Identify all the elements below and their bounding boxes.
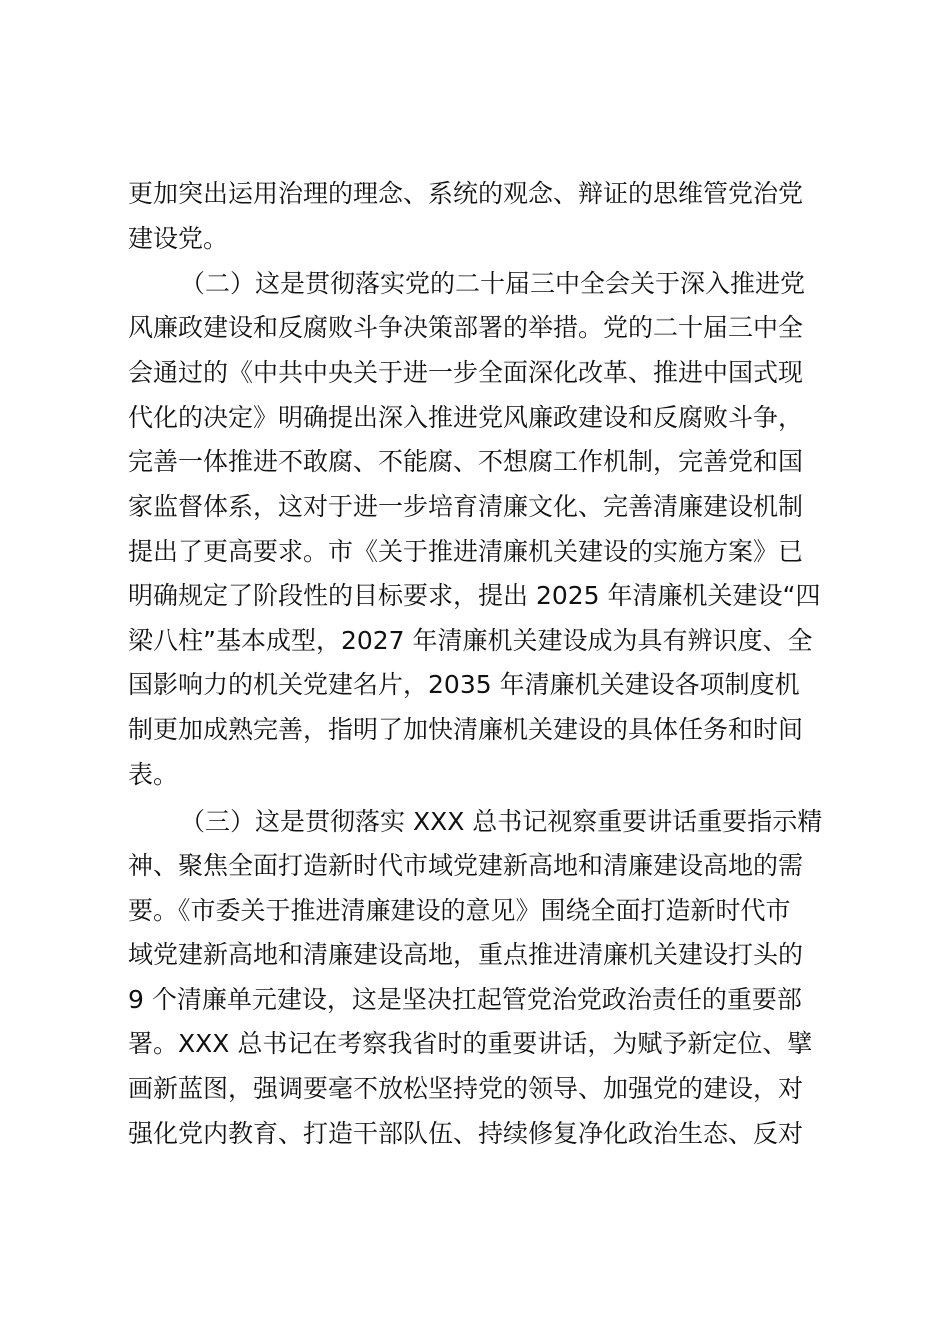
text-line: 梁八柱”基本成型，2027 年清廉机关建设成为具有辨识度、全 [128, 626, 813, 655]
text-line: 神、聚焦全面打造新时代市域党建新高地和清廉建设高地的需 [128, 851, 804, 880]
paragraph-heading-3: （三）这是贯彻落实 XXX 总书记视察重要讲话重要指示精 [180, 807, 823, 836]
text-line: 会通过的《中共中央关于进一步全面深化改革、推进中国式现 [128, 358, 804, 387]
text-line: 画新蓝图，强调要毫不放松坚持党的领导、加强党的建设，对 [128, 1074, 804, 1103]
text-line: 提出了更高要求。市《关于推进清廉机关建设的实施方案》已 [128, 537, 804, 566]
text-line: 明确规定了阶段性的目标要求，提出 2025 年清廉机关建设“四 [128, 581, 821, 610]
paragraph-heading-2: （二）这是贯彻落实党的二十届三中全会关于深入推进党 [180, 269, 806, 298]
text-line: 表。 [128, 760, 179, 789]
text-line: 完善一体推进不敢腐、不能腐、不想腐工作机制，完善党和国 [128, 447, 804, 476]
text-line: 制更加成熟完善，指明了加快清廉机关建设的具体任务和时间 [128, 715, 804, 744]
text-line: 强化党内教育、打造干部队伍、持续修复净化政治生态、反对 [128, 1119, 804, 1148]
text-line: 署。XXX 总书记在考察我省时的重要讲话，为赋予新定位、擘 [128, 1029, 813, 1058]
text-line: 建设党。 [128, 224, 229, 253]
text-line: 更加突出运用治理的理念、系统的观念、辩证的思维管党治党 [128, 179, 804, 208]
text-line: 代化的决定》明确提出深入推进党风廉政建设和反腐败斗争， [128, 403, 804, 432]
text-line: 要。《市委关于推进清廉建设的意见》围绕全面打造新时代市 [128, 896, 791, 925]
text-line: 家监督体系，这对于进一步培育清廉文化、完善清廉建设机制 [128, 492, 804, 521]
text-line: 域党建新高地和清廉建设高地，重点推进清廉机关建设打头的 [128, 940, 804, 969]
text-line: 风廉政建设和反腐败斗争决策部署的举措。党的二十届三中全 [128, 313, 804, 342]
text-line: 9 个清廉单元建设，这是坚决扛起管党治党政治责任的重要部 [128, 985, 802, 1014]
text-line: 国影响力的机关党建名片，2035 年清廉机关建设各项制度机 [128, 670, 800, 699]
